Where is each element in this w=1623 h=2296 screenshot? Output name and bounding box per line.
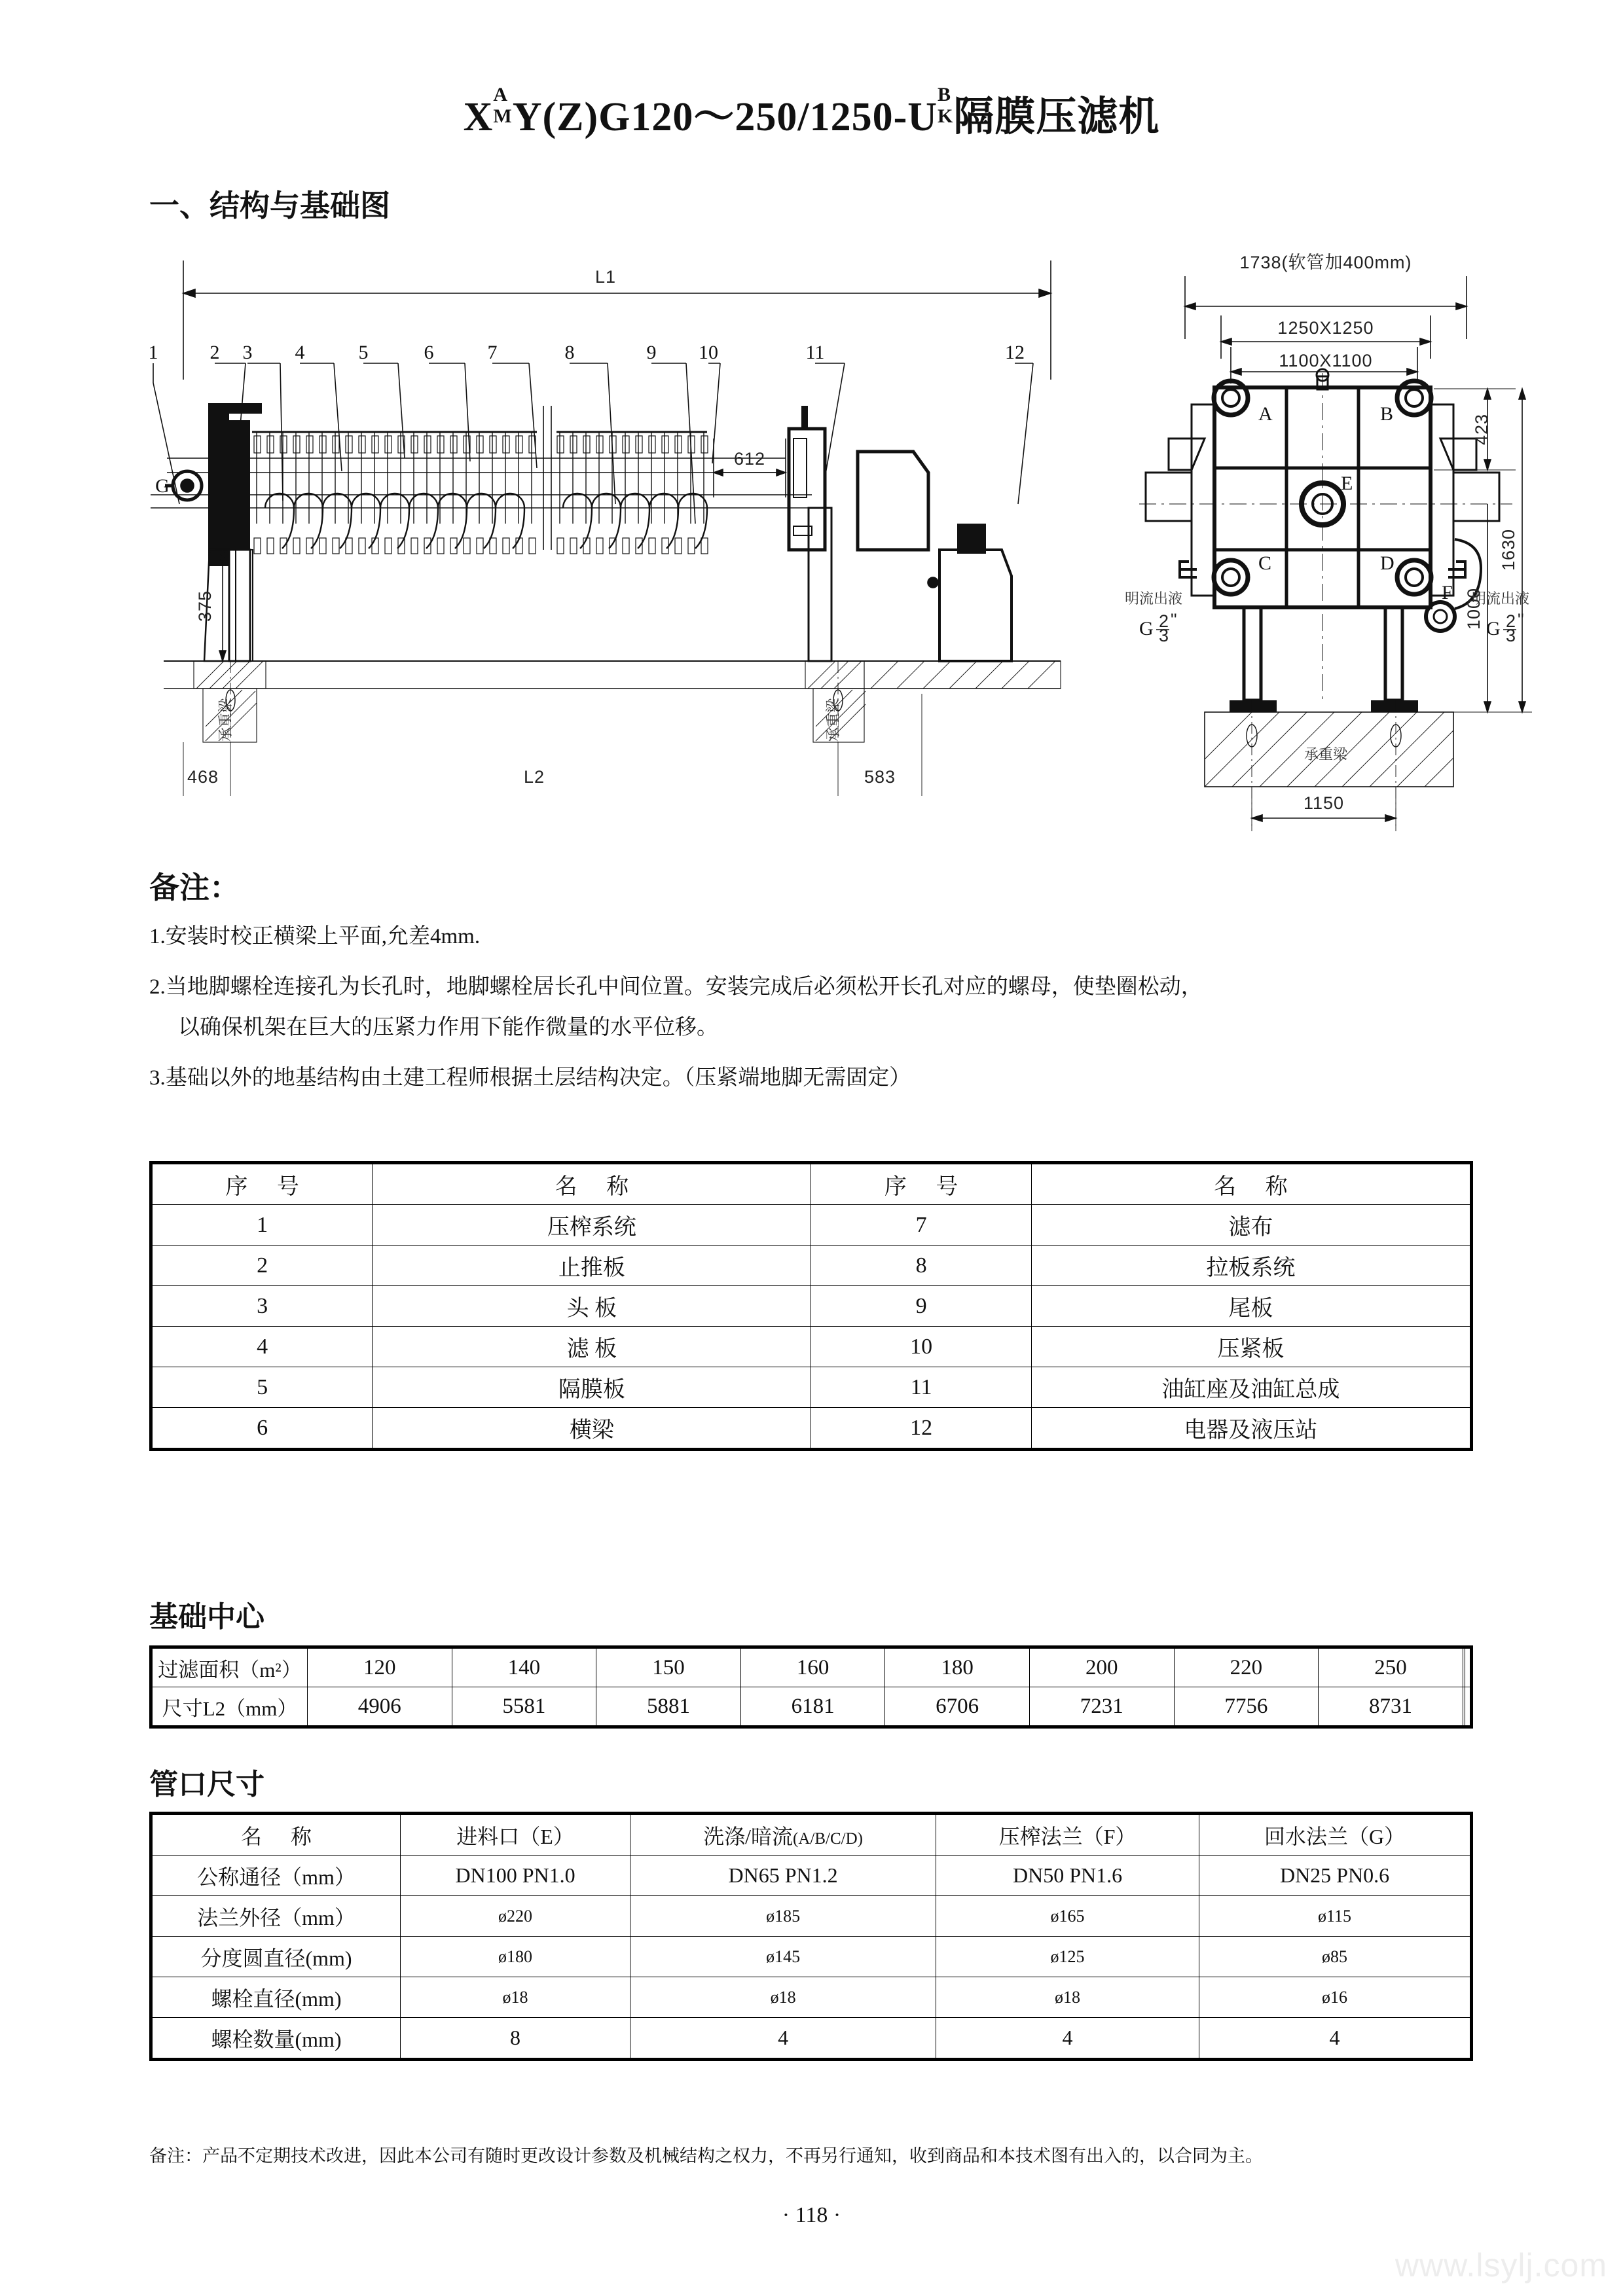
pipe-cell: 4 [630,2018,936,2060]
outlet-label-right: 明流出液 [1471,590,1530,607]
pipe-cell: ø18 [630,1977,936,2018]
center-cell-empty [1465,1647,1472,1687]
beam-label-right: 承重梁 [825,698,841,742]
callout-12: 12 [1005,342,1025,363]
callout-5: 5 [358,342,369,363]
pipe-size-table [149,1812,1473,2061]
table-row [151,1205,1472,1246]
port-label-e: E [1341,473,1353,494]
outlet-thread-den-left: 3 [1159,626,1170,645]
footer-disclaimer: 备注：产品不定期技术改进，因此本公司有随时更改设计参数及机械结构之权力，不再另行通知，收到商品和本技术图有出入的，以合同为主。 [149,2146,1263,2166]
center-cell: 7231 [1029,1687,1174,1727]
beam-label-front: 承重梁 [1304,746,1348,762]
center-cell: 220 [1174,1647,1319,1687]
parts-name: 头 板 [373,1286,811,1327]
page-title [0,84,1623,142]
remark-item-2: 2.当地脚螺栓连接孔为长孔时，地脚螺栓居长孔中间位置。安装完成后必须松开长孔对应的螺母，使垫圈松动， [149,975,1203,999]
table-row [151,1856,1472,1896]
table-row [151,1286,1472,1327]
table-row [151,1327,1472,1367]
dim-plate-outer: 1250X1250 [1277,318,1374,338]
pipe-cell: ø115 [1199,1896,1472,1937]
callout-3: 3 [242,342,253,363]
pipe-cell: ø220 [401,1896,630,1937]
title-sub-a: A [493,84,509,105]
center-cell: 6706 [885,1687,1030,1727]
pipe-header-name: 名 称 [151,1814,401,1856]
parts-header-no-right: 序 号 [811,1163,1031,1205]
table-row [151,1896,1472,1937]
pipe-header-wash [630,1814,936,1856]
pipe-row-label: 螺栓数量(mm) [151,2018,401,2060]
outlet-thread-g-left: G [1139,618,1154,639]
table-row [151,1647,1472,1687]
dim-375: 375 [195,590,215,622]
title-sub-k: K [938,105,954,127]
remark-item-3: 3.基础以外的地基结构由土建工程师根据土层结构决定。（压紧端地脚无需固定） [149,1066,911,1090]
table-row [151,1977,1472,2018]
heading-foundation-center: 基础中心 [149,1601,264,1633]
pipe-header-feed: 进料口（E） [401,1814,630,1856]
outlet-thread-den-right: 3 [1506,626,1517,645]
pipe-cell: ø16 [1199,1977,1472,2018]
table-row [151,2018,1472,2060]
pipe-row-label: 法兰外径（mm） [151,1896,401,1937]
port-label-g-side: G [155,475,170,497]
pipe-cell: ø125 [936,1937,1199,1977]
table-header-row [151,1163,1472,1205]
dim-plate-inner: 1100X1100 [1279,351,1373,370]
pipe-header-return: 回水法兰（G） [1199,1814,1472,1856]
parts-no: 9 [811,1286,1031,1327]
watermark-url: www.lsylj.com [1395,2247,1607,2284]
heading-remarks: 备注： [149,871,240,905]
center-cell-empty [1465,1687,1472,1727]
parts-header-no-left: 序 号 [151,1163,373,1205]
page-number: · 118 · [782,2203,841,2227]
pipe-header-wash-note: (A/B/C/D) [793,1829,863,1848]
parts-list-table [149,1161,1473,1451]
callout-8: 8 [564,342,575,363]
center-cell: 200 [1029,1647,1174,1687]
beam-label-left: 承重梁 [217,698,234,742]
title-subscript-am [493,84,513,134]
dim-1150: 1150 [1303,793,1345,813]
center-cell: 5881 [596,1687,741,1727]
parts-no: 11 [811,1367,1031,1408]
center-cell: 160 [740,1647,885,1687]
callout-2: 2 [210,342,220,363]
remark-item-2-cont: 以确保机架在巨大的压紧力作用下能作微量的水平位移。 [178,1016,718,1040]
title-sub-b: B [938,84,952,105]
center-cell: 140 [452,1647,596,1687]
dim-583: 583 [864,767,896,787]
port-label-d: D [1380,552,1395,574]
pipe-cell: 8 [401,2018,630,2060]
remark-item-1: 1.安装时校正横梁上平面,允差4mm. [149,925,481,948]
center-cell: 4906 [308,1687,452,1727]
dim-hose-1738: 1738(软管加400mm) [1239,253,1412,272]
parts-no: 3 [151,1286,373,1327]
parts-name: 滤 板 [373,1327,811,1367]
parts-name: 压榨系统 [373,1205,811,1246]
dim-1000: 1000 [1464,587,1484,630]
parts-no: 8 [811,1246,1031,1286]
parts-no: 6 [151,1408,373,1450]
title-sub-m: M [493,105,513,127]
foundation-center-table [149,1645,1473,1729]
title-suffix: 隔膜压滤机 [953,95,1160,139]
center-row-label: 尺寸L2（mm） [151,1687,308,1727]
pipe-cell: DN100 PN1.0 [401,1856,630,1896]
table-row [151,1246,1472,1286]
outlet-thread-num-right: 2 [1506,611,1517,631]
center-cell: 150 [596,1647,741,1687]
pipe-cell: ø18 [401,1977,630,2018]
pipe-cell: 4 [1199,2018,1472,2060]
parts-no: 5 [151,1367,373,1408]
dim-1630: 1630 [1499,528,1518,571]
callout-4: 4 [295,342,305,363]
parts-name: 尾板 [1031,1286,1471,1327]
pipe-cell: DN50 PN1.6 [936,1856,1199,1896]
parts-name: 油缸座及油缸总成 [1031,1367,1471,1408]
engineering-drawing [131,242,1604,831]
outlet-thread-unit-left: " [1171,610,1178,630]
center-cell: 5581 [452,1687,596,1727]
parts-name: 滤布 [1031,1205,1471,1246]
outlet-thread-num-left: 2 [1159,611,1170,631]
title-subscript-bk [938,84,954,134]
pipe-row-label: 公称通径（mm） [151,1856,401,1896]
pipe-cell: ø165 [936,1896,1199,1937]
heading-structure: 一、结构与基础图 [149,189,390,223]
dim-l2: L2 [523,767,545,787]
heading-pipe-size: 管口尺寸 [149,1768,264,1801]
outlet-label-left: 明流出液 [1124,590,1183,607]
parts-name: 隔膜板 [373,1367,811,1408]
table-row [151,1367,1472,1408]
pipe-cell: ø185 [630,1896,936,1937]
port-label-f: F [1442,582,1453,603]
parts-no: 1 [151,1205,373,1246]
parts-name: 拉板系统 [1031,1246,1471,1286]
callout-1: 1 [148,342,158,363]
title-middle: Y(Z)G120～250/1250-U [512,95,938,139]
port-label-a: A [1258,403,1273,425]
callout-7: 7 [487,342,498,363]
parts-header-name-left: 名 称 [373,1163,811,1205]
table-row [151,1408,1472,1450]
pipe-row-label: 螺栓直径(mm) [151,1977,401,2018]
parts-no: 7 [811,1205,1031,1246]
parts-name: 横梁 [373,1408,811,1450]
parts-name: 电器及液压站 [1031,1408,1471,1450]
pipe-header-press: 压榨法兰（F） [936,1814,1199,1856]
callout-10: 10 [699,342,718,363]
center-cell: 180 [885,1647,1030,1687]
pipe-cell: ø85 [1199,1937,1472,1977]
dim-612: 612 [733,449,766,469]
port-label-c: C [1258,552,1272,574]
callout-11: 11 [805,342,825,363]
pipe-cell: ø145 [630,1937,936,1977]
table-row [151,1687,1472,1727]
center-cell: 8731 [1319,1687,1463,1727]
title-prefix: X [463,95,494,139]
pipe-header-wash-main: 洗涤/暗流 [703,1824,793,1848]
table-header-row [151,1814,1472,1856]
parts-no: 12 [811,1408,1031,1450]
center-cell: 120 [308,1647,452,1687]
center-cell: 7756 [1174,1687,1319,1727]
table-row [151,1937,1472,1977]
parts-no: 2 [151,1246,373,1286]
parts-name: 压紧板 [1031,1327,1471,1367]
remarks-list [149,916,1478,1108]
center-cell: 250 [1319,1647,1463,1687]
center-row-label: 过滤面积（m²） [151,1647,308,1687]
pipe-cell: ø180 [401,1937,630,1977]
parts-no: 4 [151,1327,373,1367]
pipe-cell: 4 [936,2018,1199,2060]
parts-no: 10 [811,1327,1031,1367]
pipe-cell: DN25 PN0.6 [1199,1856,1472,1896]
pipe-cell: ø18 [936,1977,1199,2018]
parts-name: 止推板 [373,1246,811,1286]
parts-header-name-right: 名 称 [1031,1163,1471,1205]
port-label-b: B [1380,403,1394,425]
dim-468: 468 [187,767,219,787]
dim-l1: L1 [594,267,617,287]
pipe-cell: DN65 PN1.2 [630,1856,936,1896]
outlet-thread-unit-right: " [1518,610,1525,630]
outlet-thread-g-right: G [1486,618,1501,639]
center-cell: 6181 [740,1687,885,1727]
dim-423: 423 [1472,413,1491,446]
callout-6: 6 [424,342,434,363]
pipe-row-label: 分度圆直径(mm) [151,1937,401,1977]
callout-9: 9 [646,342,657,363]
